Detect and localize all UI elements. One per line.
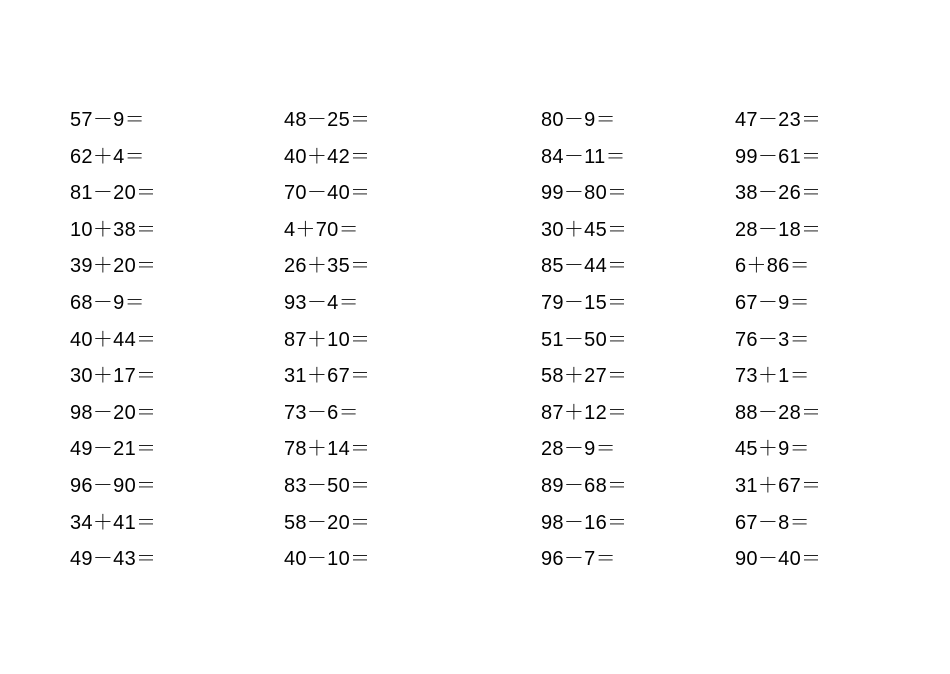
problem: 78＋14＝ (284, 438, 371, 461)
problem: 81－20＝ (70, 182, 157, 205)
problem: 96－90＝ (70, 474, 157, 497)
problem: 68－9＝ (70, 291, 145, 314)
problem: 67－9＝ (735, 291, 810, 314)
problem: 30＋45＝ (541, 218, 628, 241)
problem: 4＋70＝ (284, 218, 359, 241)
problem: 83－50＝ (284, 474, 371, 497)
problem: 10＋38＝ (70, 218, 157, 241)
problem: 6＋86＝ (735, 255, 810, 278)
problem: 31＋67＝ (284, 365, 371, 388)
problem: 58＋27＝ (541, 365, 628, 388)
problem: 57－9＝ (70, 109, 145, 131)
problem: 49－21＝ (70, 438, 157, 461)
problem: 49－43＝ (70, 548, 157, 571)
problem: 45＋9＝ (735, 438, 810, 461)
problem: 58－20＝ (284, 511, 371, 534)
problem: 87＋10＝ (284, 328, 371, 351)
problem: 47－23＝ (735, 109, 822, 131)
problem: 80－9＝ (541, 109, 616, 131)
problem: 89－68＝ (541, 474, 628, 497)
problem: 28－9＝ (541, 438, 616, 461)
problem: 39＋20＝ (70, 255, 157, 278)
problem: 87＋12＝ (541, 401, 628, 424)
problem: 34＋41＝ (70, 511, 157, 534)
problem-column-1 (70, 105, 270, 581)
problem: 26＋35＝ (284, 255, 371, 278)
problem: 96－7＝ (541, 548, 616, 571)
problem: 30＋17＝ (70, 365, 157, 388)
problem: 40＋44＝ (70, 328, 157, 351)
problem: 98－16＝ (541, 511, 628, 534)
problem: 67－8＝ (735, 511, 810, 534)
problem: 62＋4＝ (70, 145, 145, 168)
problem-column-4 (735, 105, 935, 581)
problem: 93－4＝ (284, 291, 359, 314)
problem: 98－20＝ (70, 401, 157, 424)
problem: 84－11＝ (541, 145, 626, 168)
problem: 70－40＝ (284, 182, 371, 205)
problem: 88－28＝ (735, 401, 822, 424)
problem-column-3 (541, 105, 741, 581)
problem: 28－18＝ (735, 218, 822, 241)
problem: 40＋42＝ (284, 145, 371, 168)
problem: 51－50＝ (541, 328, 628, 351)
problem: 99－80＝ (541, 182, 628, 205)
problem: 48－25＝ (284, 109, 371, 131)
problem: 73－6＝ (284, 401, 359, 424)
problem: 99－61＝ (735, 145, 822, 168)
problem-column-2 (284, 105, 484, 581)
problem: 90－40＝ (735, 548, 822, 571)
problem: 76－3＝ (735, 328, 810, 351)
problem: 85－44＝ (541, 255, 628, 278)
problem: 73＋1＝ (735, 365, 810, 388)
problem: 40－10＝ (284, 548, 371, 571)
problem: 79－15＝ (541, 291, 628, 314)
problem: 38－26＝ (735, 182, 822, 205)
problem: 31＋67＝ (735, 474, 822, 497)
